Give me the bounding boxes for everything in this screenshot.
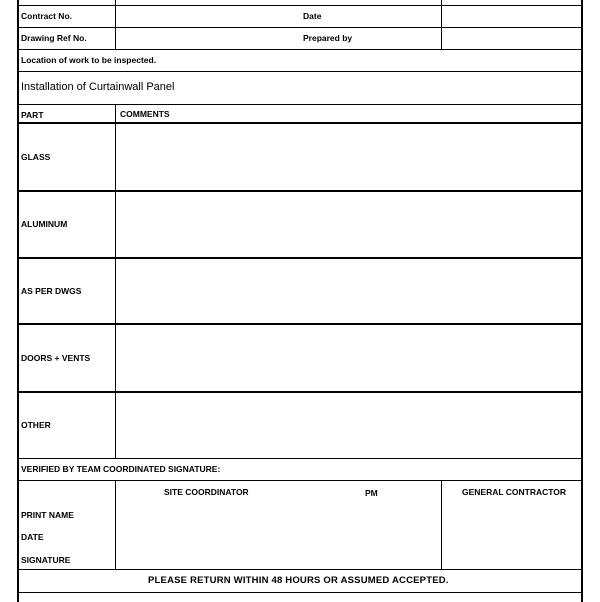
drawing-ref-label: Drawing Ref No. [21,33,87,43]
signature-label: SIGNATURE [21,555,71,565]
rule [17,71,583,72]
rule [17,190,583,192]
rule [17,569,583,570]
rule [17,257,583,259]
part-label-other: OTHER [21,420,51,430]
rule [17,104,583,105]
part-label-glass: GLASS [21,152,51,162]
rule [17,458,583,459]
location-label: Location of work to be inspected. [21,55,157,65]
rule [17,49,583,50]
rule [441,0,442,50]
rule [17,27,583,28]
rule [17,122,583,124]
site-coordinator-header: SITE COORDINATOR [164,487,249,497]
contract-label: Contract No. [21,11,72,21]
location-value[interactable]: Installation of Curtainwall Panel [21,81,175,93]
part-label-as-per-dwgs: AS PER DWGS [21,286,82,296]
part-column-header: PART [21,110,44,120]
rule [115,0,116,50]
return-notice: PLEASE RETURN WITHIN 48 HOURS OR ASSUMED ACCEPTED. [148,575,449,586]
rule [115,104,116,459]
rule [17,592,583,593]
rule [115,480,116,570]
pm-header: PM [365,488,378,498]
rule [17,391,583,393]
comments-column-header: COMMENTS [120,109,170,119]
prepared-by-label: Prepared by [303,33,353,43]
part-label-doors-vents: DOORS + VENTS [21,353,91,363]
date-row-label: DATE [21,532,44,542]
rule [17,5,583,6]
general-contractor-header: GENERAL CONTRACTOR [462,487,567,497]
rule [17,480,583,481]
rule [441,480,442,570]
date-label: Date [303,11,322,21]
rule [17,323,583,325]
part-label-aluminum: ALUMINUM [21,219,68,229]
print-name-label: PRINT NAME [21,510,74,520]
verification-title: VERIFIED BY TEAM COORDINATED SIGNATURE: [21,464,221,474]
